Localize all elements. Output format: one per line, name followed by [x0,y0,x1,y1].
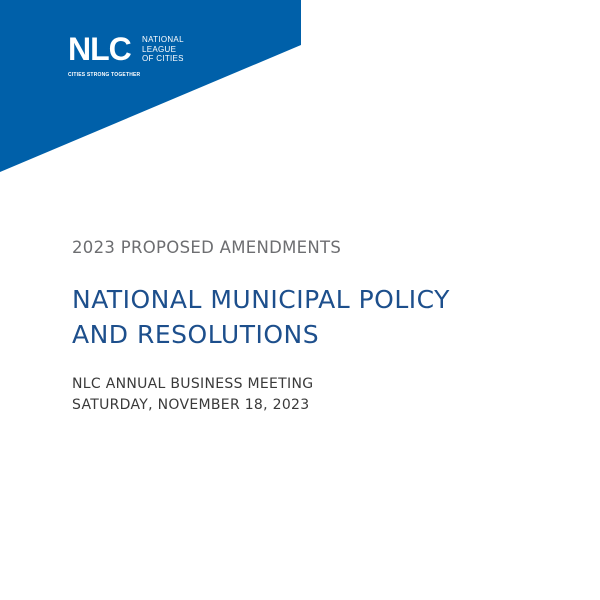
document-title-line: NATIONAL MUNICIPAL POLICY [72,285,450,314]
logo-name-line: OF CITIES [142,54,184,63]
document-title-line: AND RESOLUTIONS [72,320,320,349]
logo-mark: NLC [68,31,131,67]
blue-corner-shape [0,0,301,172]
meeting-info [72,374,313,416]
logo-tagline: CITIES STRONG TOGETHER [68,72,141,78]
logo-name-line: NATIONAL [142,35,184,44]
document-title [72,282,572,352]
document-subtitle: 2023 PROPOSED AMENDMENTS [72,238,342,257]
logo-name [142,35,184,64]
meeting-date: SATURDAY, NOVEMBER 18, 2023 [72,397,310,413]
logo-name-line: LEAGUE [142,44,177,54]
meeting-name: NLC ANNUAL BUSINESS MEETING [72,376,314,392]
nlc-logo [68,32,198,80]
